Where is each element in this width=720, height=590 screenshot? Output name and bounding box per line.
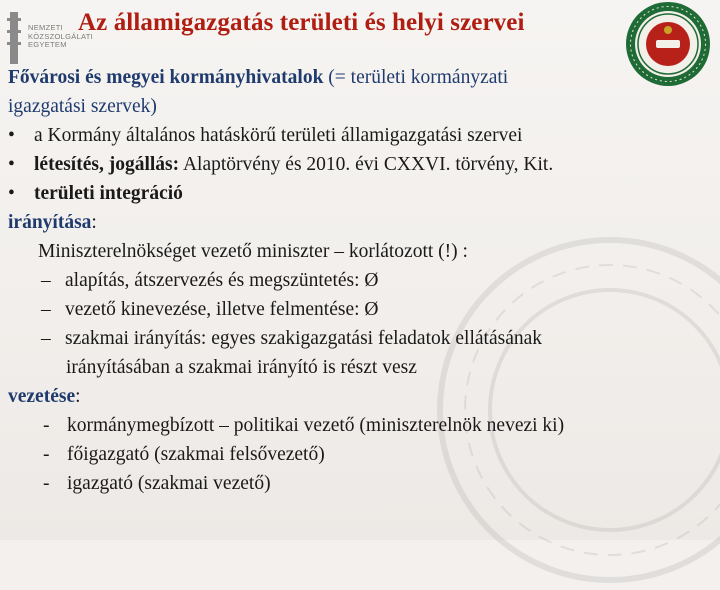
list-item: – alapítás, átszervezés és megszüntetés: Ø — [41, 270, 379, 291]
list-item-continuation: irányításában a szakmai irányító is részt vesz — [66, 357, 417, 378]
list-item: • a Kormány általános hatáskörű területi államigazgatási szervei — [8, 121, 698, 150]
page-title: Az államigazgatás területi és helyi szervei — [78, 9, 525, 36]
vezetese-heading: vezetése: — [8, 386, 81, 407]
iranyitasa-lead: Miniszterelnökséget vezető miniszter – korlátozott (!) : — [38, 241, 468, 262]
list-item: - kormánymegbízott – politikai vezető (miniszterelnök nevezi ki) — [43, 415, 565, 436]
list-item: • területi integráció — [8, 179, 698, 208]
bullet-marker: • — [8, 183, 15, 204]
logo-line-3: EGYETEM — [28, 40, 67, 49]
list-item: – vezető kinevezése, illetve felmentése: Ø — [41, 299, 379, 320]
slide-content — [8, 63, 698, 498]
list-item: - igazgató (szakmai vezető) — [43, 473, 271, 494]
list-item: • létesítés, jogállás: Alaptörvény és 2010. évi CXXVI. törvény, Kit. — [8, 150, 698, 179]
intro-bold: Fővárosi és megyei kormányhivatalok — [8, 67, 324, 88]
bullet-marker: • — [8, 154, 15, 175]
bullet-marker: • — [8, 125, 15, 146]
crest-icon — [6, 12, 22, 64]
logo-line-2: KÖZSZOLGÁLATI — [28, 31, 94, 41]
iranyitasa-heading: irányítása: — [8, 212, 97, 233]
intro-line-1 — [8, 63, 698, 92]
intro-rest: (= területi kormányzati — [323, 67, 509, 88]
list-item: - főigazgató (szakmai felsővezető) — [43, 444, 325, 465]
logo-line-1: NEMZETI — [28, 23, 64, 32]
list-item: – szakmai irányítás: egyes szakigazgatási feladatok ellátásának — [41, 328, 542, 349]
intro-line-2: igazgatási szervek) — [8, 96, 157, 117]
